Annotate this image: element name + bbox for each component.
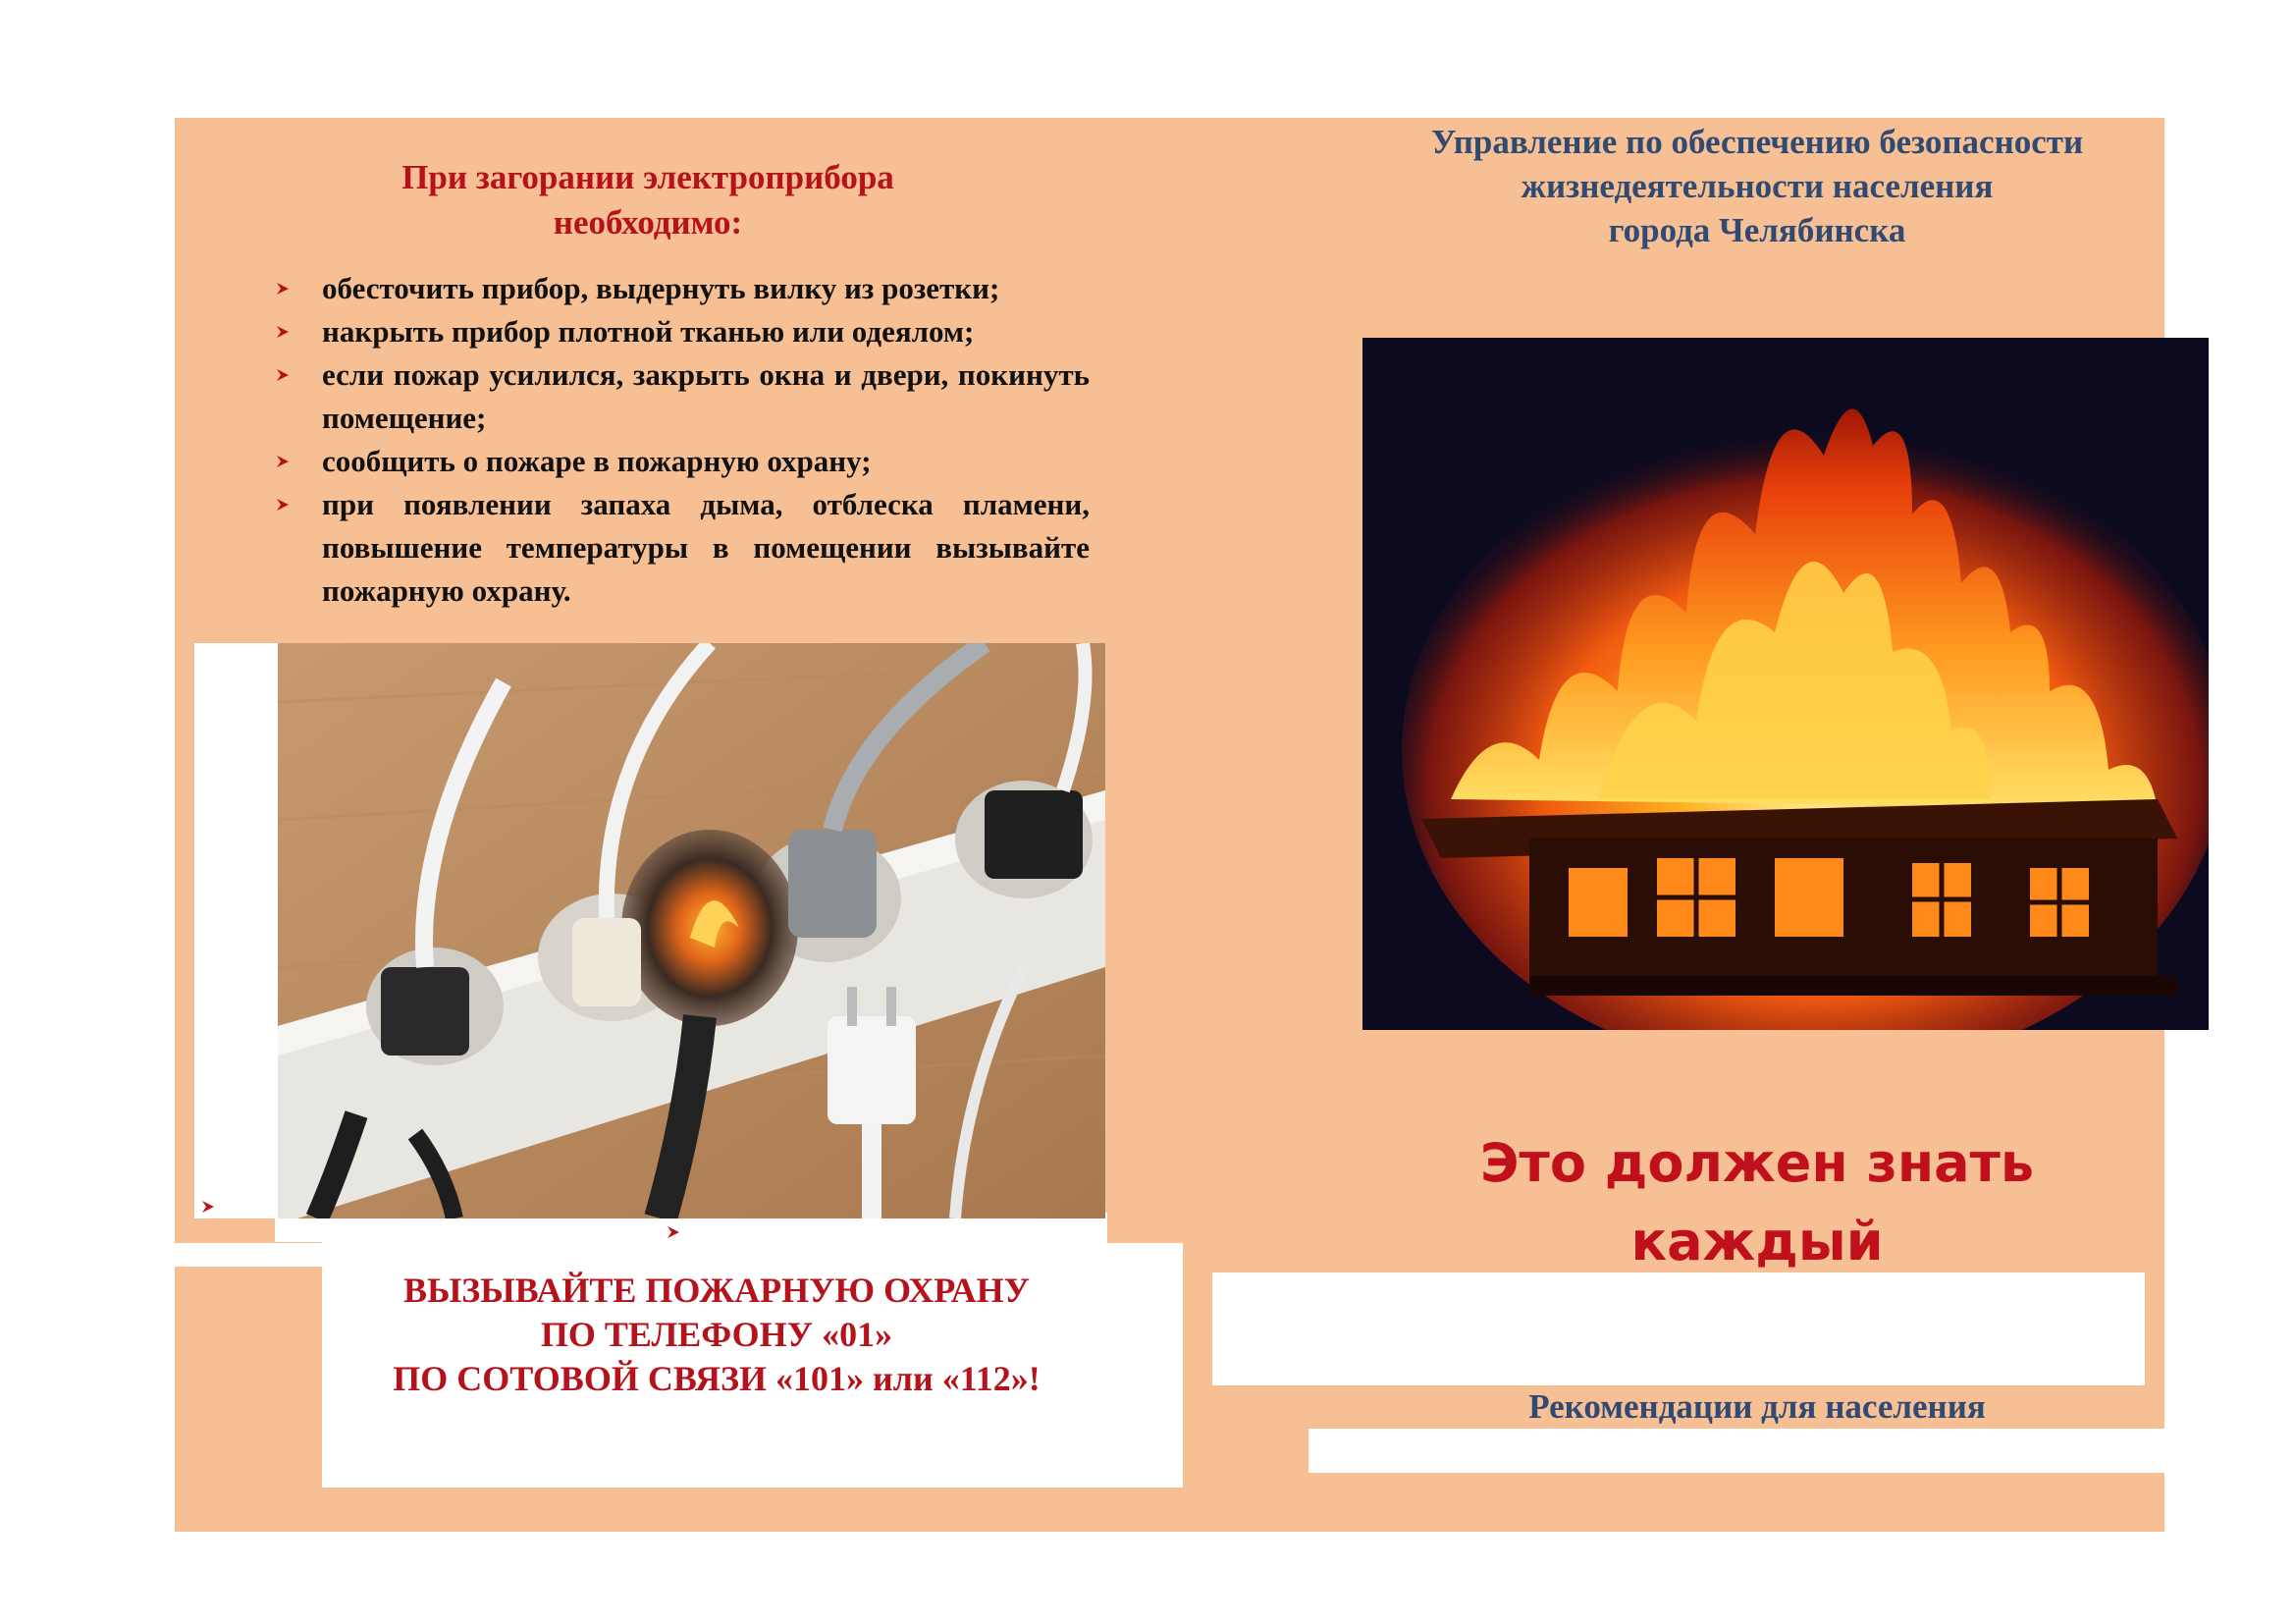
power-strip-photo	[278, 643, 1105, 1218]
arrow-bullet-icon	[275, 366, 293, 384]
list-item-text: при появлении запаха дыма, отблеска пламени, повышение температуры в помещении вызывайте пожарную охрану.	[322, 487, 1090, 608]
organization-title	[1335, 120, 2179, 252]
arrow-bullet-icon	[200, 1198, 218, 1216]
list-item	[275, 440, 1090, 483]
instructions-list	[275, 267, 1090, 613]
slogan-line-1: Это должен знать	[1479, 1132, 2035, 1194]
list-item-text: если пожар усилился, закрыть окна и двери, покинуть помещение;	[322, 357, 1090, 435]
arrow-bullet-icon	[275, 496, 293, 514]
right-white-box-1	[1212, 1272, 2145, 1385]
arrow-bullet-icon	[275, 280, 293, 298]
list-item	[275, 267, 1090, 310]
left-title-line-2: необходимо:	[553, 203, 743, 242]
call-line-2: ПО ТЕЛЕФОНУ «01»	[540, 1315, 893, 1354]
org-line-3: города Челябинска	[1608, 211, 1906, 249]
left-title	[285, 155, 1011, 245]
arrow-bullet-icon	[666, 1223, 683, 1241]
right-white-box-2	[1308, 1429, 2164, 1473]
list-item-text: сообщить о пожаре в пожарную охрану;	[322, 444, 872, 478]
arrow-bullet-icon	[275, 323, 293, 341]
list-item	[275, 310, 1090, 353]
slogan-line-2: каждый	[1630, 1211, 1884, 1272]
call-fire-service-text	[324, 1269, 1109, 1401]
slogan	[1394, 1124, 2120, 1281]
org-line-2: жизнедеятельности населения	[1521, 167, 1994, 205]
list-item	[275, 483, 1090, 613]
arrow-bullet-icon	[275, 453, 293, 470]
list-item-text: обесточить прибор, выдернуть вилку из розетки;	[322, 271, 1000, 305]
list-item	[275, 353, 1090, 440]
org-line-1: Управление по обеспечению безопасности	[1430, 123, 2084, 161]
left-title-line-1: При загорании электроприбора	[401, 158, 894, 196]
call-line-3: ПО СОТОВОЙ СВЯЗИ «101» или «112»!	[393, 1359, 1041, 1398]
photo-white-frame	[194, 643, 278, 1218]
list-item-text: накрыть прибор плотной тканью или одеялом;	[322, 314, 975, 349]
left-panel-base	[175, 1488, 1183, 1532]
call-line-1: ВЫЗЫВАЙТЕ ПОЖАРНУЮ ОХРАНУ	[402, 1271, 1031, 1310]
recommendations-subtitle: Рекомендации для населения	[1528, 1387, 1986, 1426]
burning-house-photo	[1362, 338, 2209, 1030]
